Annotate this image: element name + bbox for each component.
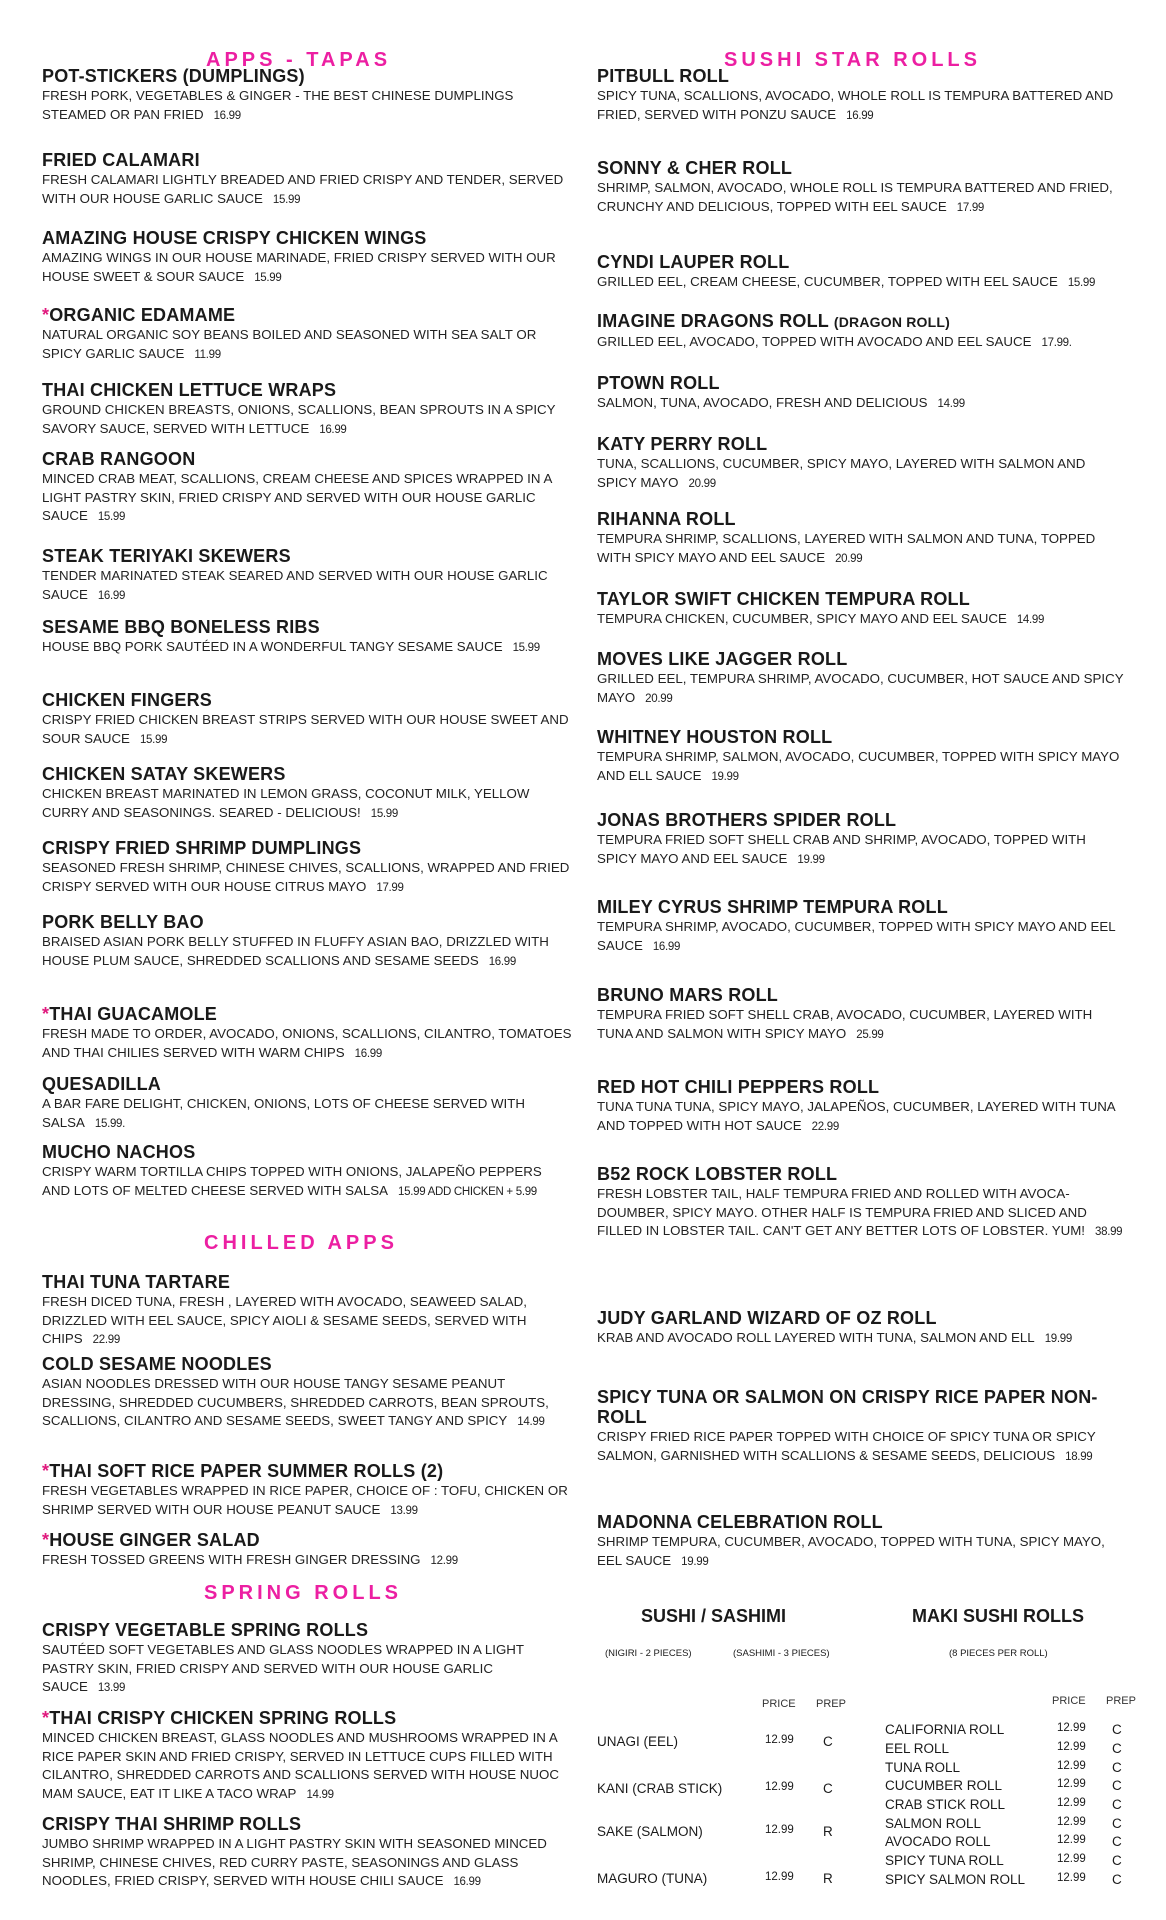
sushi-price-header: PRICE bbox=[762, 1698, 796, 1710]
row-price: 12.99 bbox=[765, 1781, 794, 1793]
apps-section-title: APPS - TAPAS bbox=[206, 49, 392, 71]
row-price: 12.99 bbox=[1057, 1834, 1086, 1846]
menu-item bbox=[42, 380, 572, 439]
row-prep: C bbox=[1112, 1797, 1122, 1812]
item-title: AMAZING HOUSE CRISPY CHICKEN WINGS bbox=[42, 228, 427, 248]
row-name: SALMON ROLL bbox=[885, 1816, 982, 1831]
menu-item bbox=[42, 66, 572, 125]
item-price: 17.99. bbox=[1041, 337, 1072, 349]
item-price: 19.99 bbox=[681, 1555, 709, 1568]
item-description-text: TEMPURA CHICKEN, CUCUMBER, SPICY MAYO AND EEL SAUCE bbox=[597, 611, 1007, 626]
item-name bbox=[42, 449, 572, 469]
item-title: MADONNA CELEBRATION ROLL bbox=[597, 1512, 883, 1532]
row-price: 12.99 bbox=[1057, 1816, 1086, 1828]
row-name: AVOCADO ROLL bbox=[885, 1834, 991, 1849]
row-price: 12.99 bbox=[765, 1824, 794, 1836]
maki-prep-header: PREP bbox=[1106, 1695, 1136, 1707]
item-description bbox=[597, 610, 1127, 630]
item-name bbox=[42, 228, 572, 248]
item-description-text: TEMPURA SHRIMP, AVOCADO, CUCUMBER, TOPPED WITH SPICY MAYO AND EEL SAUCE bbox=[597, 919, 1116, 953]
item-description-text: SEASONED FRESH SHRIMP, CHINESE CHIVES, SCALLIONS, WRAPPED AND FRIED CRISPY SERVED WITH OUR HOUSE CITRUS MAYO bbox=[42, 860, 570, 894]
menu-item bbox=[42, 150, 572, 209]
item-price: 16.99 bbox=[97, 589, 126, 602]
row-prep: C bbox=[1112, 1778, 1122, 1793]
item-description-text: KRAB AND AVOCADO ROLL LAYERED WITH TUNA, SALMON AND ELL bbox=[597, 1330, 1035, 1345]
menu-item bbox=[597, 66, 1127, 125]
item-description bbox=[42, 1835, 572, 1892]
item-title: THAI CHICKEN LETTUCE WRAPS bbox=[42, 380, 337, 400]
row-price: 12.99 bbox=[1057, 1741, 1086, 1753]
menu-item bbox=[597, 1308, 1127, 1349]
item-description-text: FRESH VEGETABLES WRAPPED IN RICE PAPER, CHOICE OF : TOFU, CHICKEN OR SHRIMP SERVED WITH OUR HOUSE PEANUT SAUCE bbox=[42, 1483, 568, 1517]
item-description-text: CHICKEN BREAST MARINATED IN LEMON GRASS, COCONUT MILK, YELLOW CURRY AND SEASONINGS. SEARED - DELICIOUS! bbox=[42, 786, 530, 820]
item-description-text: GRILLED EEL, CREAM CHEESE, CUCUMBER, TOPPED WITH EEL SAUCE bbox=[597, 274, 1058, 289]
item-title: BRUNO MARS ROLL bbox=[597, 985, 778, 1005]
item-price: 15.99 bbox=[272, 193, 301, 206]
menu-item bbox=[42, 690, 572, 749]
item-price: 15.99 bbox=[370, 807, 398, 820]
item-price: 14.99 bbox=[306, 1788, 334, 1801]
item-description bbox=[597, 831, 1127, 869]
item-description bbox=[42, 1375, 572, 1432]
item-name bbox=[42, 1708, 572, 1728]
item-description-text: HOUSE BBQ PORK SAUTÉED IN A WONDERFUL TANGY SESAME SAUCE bbox=[42, 639, 503, 654]
row-name: CUCUMBER ROLL bbox=[885, 1778, 1003, 1793]
item-title: IMAGINE DRAGONS ROLL bbox=[597, 311, 829, 331]
item-name bbox=[597, 311, 1127, 332]
item-description bbox=[42, 401, 572, 439]
menu-item bbox=[597, 252, 1127, 293]
maki-price-header: PRICE bbox=[1052, 1695, 1086, 1707]
item-title: THAI SOFT RICE PAPER SUMMER ROLLS (2) bbox=[49, 1461, 444, 1481]
item-description-text: MINCED CHICKEN BREAST, GLASS NOODLES AND MUSHROOMS WRAPPED IN A RICE PAPER SKIN AND FRIED CRISPY, SERVED IN LETTUCE CUPS FILLED WITH CILANTRO, SHREDDED CARROTS AND SCALLIONS SERVED WITH HOUSE NUOC MAM SAUCE, EAT IT LIKE A TACO WRAP bbox=[42, 1730, 559, 1801]
menu-item bbox=[42, 617, 572, 658]
menu-item bbox=[42, 1004, 572, 1063]
item-price: 16.99 bbox=[453, 1876, 481, 1888]
row-name: UNAGI (EEL) bbox=[597, 1734, 679, 1749]
row-name: SAKE (SALMON) bbox=[597, 1824, 703, 1839]
menu-item bbox=[597, 810, 1127, 869]
item-name bbox=[597, 66, 1127, 86]
item-price: 15.99 ADD CHICKEN + 5.99 bbox=[398, 1185, 537, 1198]
item-description bbox=[42, 1095, 572, 1133]
menu-item bbox=[597, 373, 1127, 414]
item-description-text: CRISPY WARM TORTILLA CHIPS TOPPED WITH ONIONS, JALAPEÑO PEPPERS AND LOTS OF MELTED CHEESE SERVED WITH SALSA bbox=[42, 1164, 542, 1198]
item-title: JONAS BROTHERS SPIDER ROLL bbox=[597, 810, 897, 830]
item-price: 16.99 bbox=[354, 1047, 382, 1060]
item-description bbox=[42, 1482, 572, 1520]
item-price: 14.99 bbox=[517, 1416, 545, 1428]
item-title: PITBULL ROLL bbox=[597, 66, 730, 86]
item-description-text: FRESH DICED TUNA, FRESH , LAYERED WITH AVOCADO, SEAWEED SALAD, DRIZZLED WITH EEL SAUCE, SPICY AIOLI & SESAME SEEDS, SERVED WITH CHIPS bbox=[42, 1294, 527, 1346]
item-description-text: JUMBO SHRIMP WRAPPED IN A LIGHT PASTRY SKIN WITH SEASONED MINCED SHRIMP, CHINESE CHIVES, RED CURRY PASTE, SEASONINGS AND GLASS NOODLES, FRIED CRISPY, SERVED WITH HOUSE CHILI SAUCE bbox=[42, 1836, 547, 1888]
item-title: MILEY CYRUS SHRIMP TEMPURA ROLL bbox=[597, 897, 948, 917]
item-description-text: TUNA, SCALLIONS, CUCUMBER, SPICY MAYO, LAYERED WITH SALMON AND SPICY MAYO bbox=[597, 456, 1086, 490]
item-description bbox=[597, 333, 1127, 353]
item-description bbox=[597, 179, 1127, 217]
item-name bbox=[597, 509, 1127, 529]
item-price: 20.99 bbox=[688, 477, 716, 490]
row-prep: C bbox=[1112, 1834, 1122, 1849]
item-description bbox=[597, 273, 1127, 293]
menu-item bbox=[597, 1077, 1127, 1136]
star-marker: * bbox=[42, 1461, 50, 1481]
menu-item bbox=[597, 434, 1127, 493]
row-prep: C bbox=[1112, 1816, 1122, 1831]
item-description-text: TUNA TUNA TUNA, SPICY MAYO, JALAPEÑOS, CUCUMBER, LAYERED WITH TUNA AND TOPPED WITH HOT SAUCE bbox=[597, 1099, 1115, 1133]
row-price: 12.99 bbox=[1057, 1853, 1086, 1865]
item-description bbox=[42, 711, 572, 749]
item-name bbox=[42, 1074, 572, 1094]
item-description-text: ASIAN NOODLES DRESSED WITH OUR HOUSE TANGY SESAME PEANUT DRESSING, SHREDDED CUCUMBERS, SHREDDED CARROTS, BEAN SPROUTS, SCALLIONS, CILANTRO AND SESAME SEEDS, SWEET TANGY AND SPICY bbox=[42, 1376, 549, 1428]
item-price: 13.99 bbox=[97, 1682, 126, 1694]
item-price: 16.99 bbox=[488, 955, 516, 968]
item-name bbox=[597, 373, 1127, 393]
menu-item bbox=[42, 449, 572, 527]
menu-item bbox=[597, 589, 1127, 630]
item-description-text: FRESH MADE TO ORDER, AVOCADO, ONIONS, SCALLIONS, CILANTRO, TOMATOES AND THAI CHILIES SERVED WITH WARM CHIPS bbox=[42, 1026, 572, 1060]
item-description bbox=[42, 1293, 572, 1350]
item-description bbox=[42, 1163, 572, 1201]
item-description-text: GRILLED EEL, AVOCADO, TOPPED WITH AVOCADO AND EEL SAUCE bbox=[597, 334, 1032, 349]
item-price: 15.99 bbox=[139, 733, 168, 746]
item-description-text: TEMPURA FRIED SOFT SHELL CRAB AND SHRIMP, AVOCADO, TOPPED WITH SPICY MAYO AND EEL SAUCE bbox=[597, 832, 1086, 866]
menu-item bbox=[42, 1814, 572, 1892]
item-price: 16.99 bbox=[846, 109, 874, 122]
item-description-text: FRESH CALAMARI LIGHTLY BREADED AND FRIED CRISPY AND TENDER, SERVED WITH OUR HOUSE GARLIC SAUCE bbox=[42, 172, 564, 206]
menu-item bbox=[42, 546, 572, 605]
row-name: MAGURO (TUNA) bbox=[597, 1871, 708, 1886]
item-description-text: TENDER MARINATED STEAK SEARED AND SERVED WITH OUR HOUSE GARLIC SAUCE bbox=[42, 568, 548, 602]
item-title: SPICY TUNA OR SALMON ON CRISPY RICE PAPER NON-ROLL bbox=[597, 1387, 1098, 1427]
item-description-text: FRESH LOBSTER TAIL, HALF TEMPURA FRIED AND ROLLED WITH AVOCA-DOUMBER, SPICY MAYO. OTHER HALF IS TEMPURA FRIED AND SLICED AND FILLED IN LOBSTER TAIL. CAN'T GET ANY BETTER LOTS OF LOBSTER. YUM! bbox=[597, 1186, 1087, 1238]
row-price: 12.99 bbox=[1057, 1797, 1086, 1809]
item-description bbox=[42, 249, 572, 287]
item-title: MOVES LIKE JAGGER ROLL bbox=[597, 649, 848, 669]
item-name bbox=[597, 1512, 1127, 1532]
item-description bbox=[597, 1006, 1127, 1044]
row-prep: C bbox=[1112, 1872, 1122, 1887]
row-name: EEL ROLL bbox=[885, 1741, 950, 1756]
item-description bbox=[597, 394, 1127, 414]
item-name bbox=[42, 1814, 572, 1834]
item-title: SESAME BBQ BONELESS RIBS bbox=[42, 617, 320, 637]
item-description-text: GRILLED EEL, TEMPURA SHRIMP, AVOCADO, CUCUMBER, HOT SAUCE AND SPICY MAYO bbox=[597, 671, 1124, 705]
item-name bbox=[42, 1354, 572, 1374]
item-description-text: SHRIMP TEMPURA, CUCUMBER, AVOCADO, TOPPED WITH TUNA, SPICY MAYO, EEL SAUCE bbox=[597, 1534, 1105, 1568]
row-name: KANI (CRAB STICK) bbox=[597, 1781, 723, 1796]
item-price: 15.99 bbox=[512, 642, 540, 654]
menu-item bbox=[42, 1461, 572, 1520]
item-name bbox=[42, 1530, 572, 1550]
item-description-text: SALMON, TUNA, AVOCADO, FRESH AND DELICIOUS bbox=[597, 395, 928, 410]
item-description bbox=[42, 1551, 572, 1571]
item-description bbox=[597, 1428, 1127, 1466]
item-name bbox=[597, 1308, 1127, 1328]
row-prep: C bbox=[823, 1734, 833, 1749]
menu-item bbox=[42, 1620, 572, 1698]
item-description-text: FRESH PORK, VEGETABLES & GINGER - THE BEST CHINESE DUMPLINGS STEAMED OR PAN FRIED bbox=[42, 88, 514, 122]
maki-note: (8 PIECES PER ROLL) bbox=[949, 1648, 1048, 1659]
item-name bbox=[597, 985, 1127, 1005]
menu-item bbox=[42, 1142, 572, 1201]
item-name bbox=[597, 434, 1127, 454]
row-price: 12.99 bbox=[765, 1734, 794, 1746]
row-price: 12.99 bbox=[1057, 1872, 1086, 1884]
item-price: 14.99 bbox=[1016, 614, 1045, 626]
menu-item bbox=[597, 649, 1127, 708]
menu-item bbox=[42, 838, 572, 897]
item-description bbox=[597, 530, 1127, 568]
item-description-text: FRESH TOSSED GREENS WITH FRESH GINGER DRESSING bbox=[42, 1552, 421, 1567]
item-description bbox=[42, 1729, 572, 1804]
menu-item bbox=[42, 1074, 572, 1133]
item-title: CRAB RANGOON bbox=[42, 449, 196, 469]
row-prep: R bbox=[823, 1824, 833, 1839]
menu-item bbox=[597, 158, 1127, 217]
item-name bbox=[42, 1142, 572, 1162]
menu-item bbox=[597, 1512, 1127, 1571]
item-description bbox=[42, 933, 572, 971]
row-prep: R bbox=[823, 1871, 833, 1886]
item-title: TAYLOR SWIFT CHICKEN TEMPURA ROLL bbox=[597, 589, 970, 609]
item-title: RED HOT CHILI PEPPERS ROLL bbox=[597, 1077, 880, 1097]
row-name: CALIFORNIA ROLL bbox=[885, 1722, 1005, 1737]
item-title: B52 ROCK LOBSTER ROLL bbox=[597, 1164, 838, 1184]
row-price: 12.99 bbox=[1057, 1760, 1086, 1772]
item-name bbox=[597, 727, 1127, 747]
item-price: 19.99 bbox=[711, 770, 739, 783]
item-title: JUDY GARLAND WIZARD OF OZ ROLL bbox=[597, 1308, 937, 1328]
menu-item bbox=[597, 1164, 1127, 1242]
star-marker: * bbox=[42, 305, 50, 325]
menu-item bbox=[597, 311, 1127, 353]
item-title: PORK BELLY BAO bbox=[42, 912, 204, 932]
menu-item bbox=[597, 727, 1127, 786]
row-prep: C bbox=[823, 1781, 833, 1796]
item-description-text: NATURAL ORGANIC SOY BEANS BOILED AND SEASONED WITH SEA SALT OR SPICY GARLIC SAUCE bbox=[42, 327, 537, 361]
nigiri-note: (NIGIRI - 2 PIECES) bbox=[605, 1648, 692, 1659]
menu-item bbox=[42, 912, 572, 971]
item-price: 17.99 bbox=[956, 201, 985, 214]
item-description-text: SAUTÉED SOFT VEGETABLES AND GLASS NOODLES WRAPPED IN A LIGHT PASTRY SKIN, FRIED CRISPY AND SERVED WITH OUR HOUSE GARLIC SAUCE bbox=[42, 1642, 524, 1694]
item-name bbox=[42, 380, 572, 400]
item-name bbox=[42, 838, 572, 858]
menu-item bbox=[42, 764, 572, 823]
item-description bbox=[597, 1098, 1127, 1136]
item-price: 15.99. bbox=[94, 1117, 126, 1130]
row-name: CRAB STICK ROLL bbox=[885, 1797, 1006, 1812]
item-description bbox=[597, 748, 1127, 786]
item-name bbox=[597, 589, 1127, 609]
item-title: THAI TUNA TARTARE bbox=[42, 1272, 231, 1292]
item-price: 17.99 bbox=[376, 881, 404, 894]
menu-item bbox=[597, 1387, 1127, 1466]
item-description bbox=[597, 1329, 1127, 1349]
item-title: CHICKEN FINGERS bbox=[42, 690, 213, 710]
row-name: TUNA ROLL bbox=[885, 1760, 961, 1775]
spring-section-title: SPRING ROLLS bbox=[204, 1582, 403, 1604]
row-prep: C bbox=[1112, 1722, 1122, 1737]
item-description bbox=[597, 455, 1127, 493]
item-title: STEAK TERIYAKI SKEWERS bbox=[42, 546, 291, 566]
item-title: KATY PERRY ROLL bbox=[597, 434, 768, 454]
item-price: 22.99 bbox=[92, 1334, 120, 1346]
item-description bbox=[42, 470, 572, 527]
item-title: THAI CRISPY CHICKEN SPRING ROLLS bbox=[49, 1708, 397, 1728]
row-prep: C bbox=[1112, 1760, 1122, 1775]
item-name bbox=[597, 1387, 1127, 1427]
menu-item bbox=[42, 1708, 572, 1804]
item-price: 15.99 bbox=[1067, 277, 1096, 289]
menu-item bbox=[42, 1272, 572, 1350]
item-price: 20.99 bbox=[645, 692, 673, 705]
item-title: SONNY & CHER ROLL bbox=[597, 158, 793, 178]
item-description-text: TEMPURA SHRIMP, SCALLIONS, LAYERED WITH SALMON AND TUNA, TOPPED WITH SPICY MAYO AND EEL SAUCE bbox=[597, 531, 1096, 565]
item-price: 15.99 bbox=[254, 271, 282, 284]
item-title: PTOWN ROLL bbox=[597, 373, 720, 393]
item-description-text: BRAISED ASIAN PORK BELLY STUFFED IN FLUFFY ASIAN BAO, DRIZZLED WITH HOUSE PLUM SAUCE, SHREDDED SCALLIONS AND SESAME SEEDS bbox=[42, 934, 549, 968]
item-title: COLD SESAME NOODLES bbox=[42, 1354, 272, 1374]
row-price: 12.99 bbox=[1057, 1722, 1086, 1734]
item-name bbox=[597, 649, 1127, 669]
item-description bbox=[42, 87, 572, 125]
item-description bbox=[42, 171, 572, 209]
item-description bbox=[42, 859, 572, 897]
item-name bbox=[42, 1004, 572, 1024]
item-price: 16.99 bbox=[319, 423, 347, 436]
menu-item bbox=[42, 1354, 572, 1432]
menu-item bbox=[42, 228, 572, 287]
item-price: 16.99 bbox=[652, 940, 681, 953]
row-prep: C bbox=[1112, 1853, 1122, 1868]
row-name: SPICY TUNA ROLL bbox=[885, 1853, 1004, 1868]
item-title: FRIED CALAMARI bbox=[42, 150, 200, 170]
item-description-text: CRISPY FRIED RICE PAPER TOPPED WITH CHOICE OF SPICY TUNA OR SPICY SALMON, GARNISHED WITH SCALLIONS & SESAME SEEDS, DELICIOUS bbox=[597, 1429, 1096, 1463]
item-price: 16.99 bbox=[213, 109, 241, 122]
menu-item bbox=[597, 509, 1127, 568]
item-description bbox=[42, 785, 572, 823]
row-prep: C bbox=[1112, 1741, 1122, 1756]
chilled-section-title: CHILLED APPS bbox=[204, 1232, 398, 1254]
item-name bbox=[597, 158, 1127, 178]
sushi-sashimi-title: SUSHI / SASHIMI bbox=[641, 1606, 787, 1626]
row-name: SPICY SALMON ROLL bbox=[885, 1872, 1026, 1887]
item-name bbox=[42, 764, 572, 784]
item-price: 15.99 bbox=[97, 511, 126, 523]
item-name bbox=[42, 617, 572, 637]
item-price: 22.99 bbox=[811, 1120, 839, 1133]
item-price: 19.99 bbox=[797, 853, 825, 866]
item-description-text: GROUND CHICKEN BREASTS, ONIONS, SCALLIONS, BEAN SPROUTS IN A SPICY SAVORY SAUCE, SERVED WITH LETTUCE bbox=[42, 402, 556, 436]
item-description-text: TEMPURA SHRIMP, SALMON, AVOCADO, CUCUMBER, TOPPED WITH SPICY MAYO AND ELL SAUCE bbox=[597, 749, 1120, 783]
item-price: 13.99 bbox=[390, 1504, 418, 1517]
item-subtitle: (DRAGON ROLL) bbox=[833, 314, 951, 330]
item-description bbox=[597, 87, 1127, 125]
item-description bbox=[42, 1025, 572, 1063]
menu-item bbox=[42, 305, 572, 364]
item-description-text: AMAZING WINGS IN OUR HOUSE MARINADE, FRIED CRISPY SERVED WITH OUR HOUSE SWEET & SOUR SAUCE bbox=[42, 250, 556, 284]
star-marker: * bbox=[42, 1708, 50, 1728]
item-description bbox=[42, 326, 572, 364]
item-description-text: MINCED CRAB MEAT, SCALLIONS, CREAM CHEESE AND SPICES WRAPPED IN A LIGHT PASTRY SKIN, FRIED CRISPY AND SERVED WITH OUR HOUSE GARLIC SAUCE bbox=[42, 471, 552, 523]
item-title: ORGANIC EDAMAME bbox=[49, 305, 236, 325]
item-price: 38.99 bbox=[1095, 1226, 1123, 1238]
item-name bbox=[597, 252, 1127, 272]
item-description-text: SHRIMP, SALMON, AVOCADO, WHOLE ROLL IS TEMPURA BATTERED AND FRIED, CRUNCHY AND DELICIOUS, TOPPED WITH EEL SAUCE bbox=[597, 180, 1113, 214]
item-price: 20.99 bbox=[835, 552, 863, 565]
item-description bbox=[597, 1533, 1127, 1571]
item-title: CHICKEN SATAY SKEWERS bbox=[42, 764, 286, 784]
sushi-prep-header: PREP bbox=[816, 1698, 846, 1710]
item-title: POT-STICKERS (DUMPLINGS) bbox=[42, 66, 305, 86]
maki-title: MAKI SUSHI ROLLS bbox=[912, 1606, 1085, 1626]
item-name bbox=[42, 1461, 572, 1481]
item-description-text: A BAR FARE DELIGHT, CHICKEN, ONIONS, LOTS OF CHEESE SERVED WITH SALSA bbox=[42, 1096, 525, 1130]
row-price: 12.99 bbox=[765, 1871, 794, 1883]
item-name bbox=[42, 66, 572, 86]
star-marker: * bbox=[42, 1530, 50, 1550]
item-title: CRISPY VEGETABLE SPRING ROLLS bbox=[42, 1620, 369, 1640]
item-name bbox=[42, 1272, 572, 1292]
item-title: HOUSE GINGER SALAD bbox=[49, 1530, 260, 1550]
item-name bbox=[42, 1620, 572, 1640]
item-name bbox=[42, 305, 572, 325]
item-description bbox=[42, 567, 572, 605]
item-name bbox=[42, 150, 572, 170]
item-description bbox=[597, 918, 1127, 956]
item-description bbox=[42, 1641, 572, 1698]
item-title: CYNDI LAUPER ROLL bbox=[597, 252, 790, 272]
item-name bbox=[42, 690, 572, 710]
item-title: THAI GUACAMOLE bbox=[49, 1004, 218, 1024]
star-rolls-section-title: SUSHI STAR ROLLS bbox=[724, 49, 981, 71]
item-title: CRISPY FRIED SHRIMP DUMPLINGS bbox=[42, 838, 362, 858]
sashimi-note: (SASHIMI - 3 PIECES) bbox=[733, 1648, 830, 1659]
item-title: QUESADILLA bbox=[42, 1074, 161, 1094]
star-marker: * bbox=[42, 1004, 50, 1024]
item-description-text: CRISPY FRIED CHICKEN BREAST STRIPS SERVED WITH OUR HOUSE SWEET AND SOUR SAUCE bbox=[42, 712, 569, 746]
item-description-text: TEMPURA FRIED SOFT SHELL CRAB, AVOCADO, CUCUMBER, LAYERED WITH TUNA AND SALMON WITH SPICY MAYO bbox=[597, 1007, 1093, 1041]
menu-item bbox=[597, 985, 1127, 1044]
item-price: 12.99 bbox=[430, 1555, 458, 1567]
item-name bbox=[597, 1164, 1127, 1184]
item-description-text: SPICY TUNA, SCALLIONS, AVOCADO, WHOLE ROLL IS TEMPURA BATTERED AND FRIED, SERVED WITH PONZU SAUCE bbox=[597, 88, 1114, 122]
item-name bbox=[597, 1077, 1127, 1097]
item-price: 18.99 bbox=[1065, 1450, 1093, 1463]
item-name bbox=[42, 912, 572, 932]
item-title: WHITNEY HOUSTON ROLL bbox=[597, 727, 833, 747]
item-price: 25.99 bbox=[856, 1028, 884, 1041]
item-name bbox=[597, 897, 1127, 917]
item-title: RIHANNA ROLL bbox=[597, 509, 736, 529]
item-description bbox=[597, 670, 1127, 708]
item-price: 19.99 bbox=[1044, 1333, 1072, 1345]
row-price: 12.99 bbox=[1057, 1778, 1086, 1790]
item-name bbox=[597, 810, 1127, 830]
item-price: 14.99 bbox=[937, 398, 965, 410]
item-name bbox=[42, 546, 572, 566]
item-title: MUCHO NACHOS bbox=[42, 1142, 196, 1162]
item-title: CRISPY THAI SHRIMP ROLLS bbox=[42, 1814, 302, 1834]
menu-item bbox=[42, 1530, 572, 1571]
item-description bbox=[42, 638, 572, 658]
item-price: 11.99 bbox=[194, 348, 221, 361]
item-description bbox=[597, 1185, 1127, 1242]
menu-item bbox=[597, 897, 1127, 956]
